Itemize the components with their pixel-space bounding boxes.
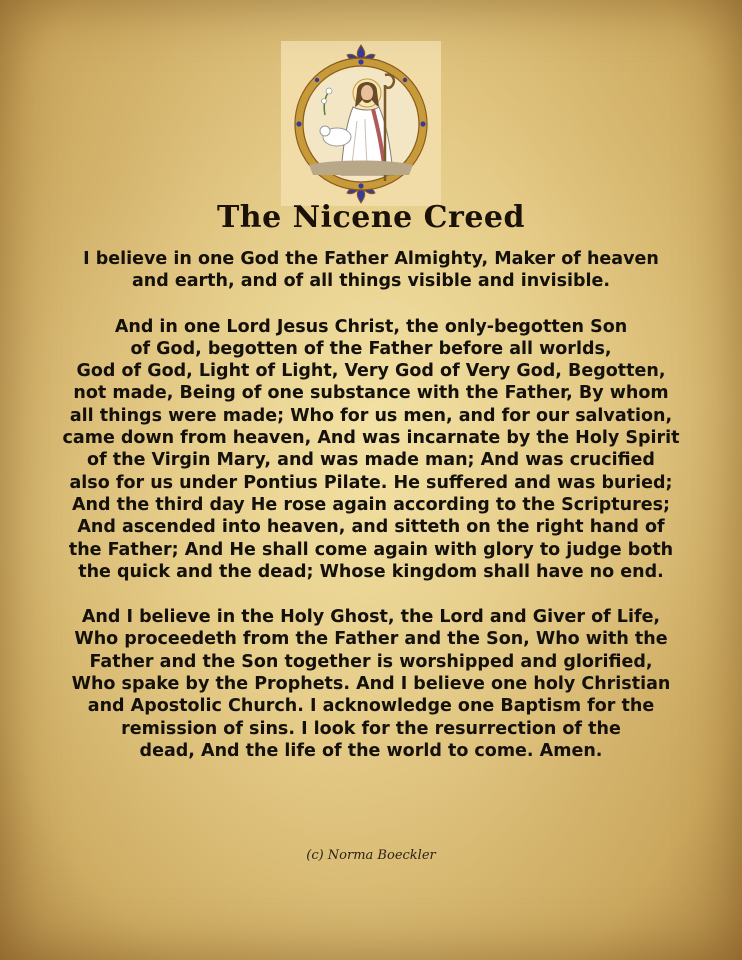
text-line: And in one Lord Jesus Christ, the only-begotten Son bbox=[114, 316, 628, 337]
text-line: and Apostolic Church. I acknowledge one Baptism for the bbox=[87, 696, 655, 717]
text-line: the Father; And He shall come again with glory to judge both bbox=[68, 539, 674, 560]
text-line: Who spake by the Prophets. And I believe one holy Christian bbox=[71, 674, 671, 695]
copyright-credit: (c) Norma Boeckler bbox=[306, 848, 436, 863]
page-title: The Nicene Creed bbox=[216, 200, 525, 235]
text-line: dead, And the life of the world to come. Amen. bbox=[139, 740, 603, 761]
text-line: came down from heaven, And was incarnate by the Holy Spirit bbox=[62, 428, 680, 449]
text-line: And I believe in the Holy Ghost, the Lord and Giver of Life, bbox=[81, 607, 661, 628]
creed-text bbox=[0, 248, 742, 762]
paragraph-2 bbox=[0, 316, 742, 584]
text-line: And ascended into heaven, and sitteth on the right hand of bbox=[77, 517, 665, 538]
text-line: not made, Being of one substance with the Father, By whom bbox=[73, 383, 669, 404]
text-line: all things were made; Who for us men, and for our salvation, bbox=[69, 405, 673, 426]
paragraph-1 bbox=[0, 248, 742, 293]
text-line: God of God, Light of Light, Very God of Very God, Begotten, bbox=[76, 361, 666, 382]
shepherd-medallion-icon bbox=[281, 41, 441, 206]
text-line: also for us under Pontius Pilate. He suffered and was buried; bbox=[69, 472, 673, 493]
paragraph-3 bbox=[0, 606, 742, 762]
text-line: of God, begotten of the Father before all worlds, bbox=[130, 338, 612, 359]
text-line: I believe in one God the Father Almighty, Maker of heaven bbox=[83, 249, 659, 269]
text-line: And the third day He rose again according to the Scriptures; bbox=[71, 494, 671, 515]
emblem bbox=[281, 41, 441, 206]
text-line: Father and the Son together is worshipped and glorified, bbox=[89, 651, 653, 672]
text-line: the quick and the dead; Whose kingdom shall have no end. bbox=[78, 561, 664, 582]
text-line: remission of sins. I look for the resurrection of the bbox=[121, 718, 621, 739]
text-line: Who proceedeth from the Father and the Son, Who with the bbox=[74, 629, 668, 650]
text-line: of the Virgin Mary, and was made man; And was crucified bbox=[87, 450, 655, 471]
text-line: and earth, and of all things visible and invisible. bbox=[131, 271, 611, 292]
